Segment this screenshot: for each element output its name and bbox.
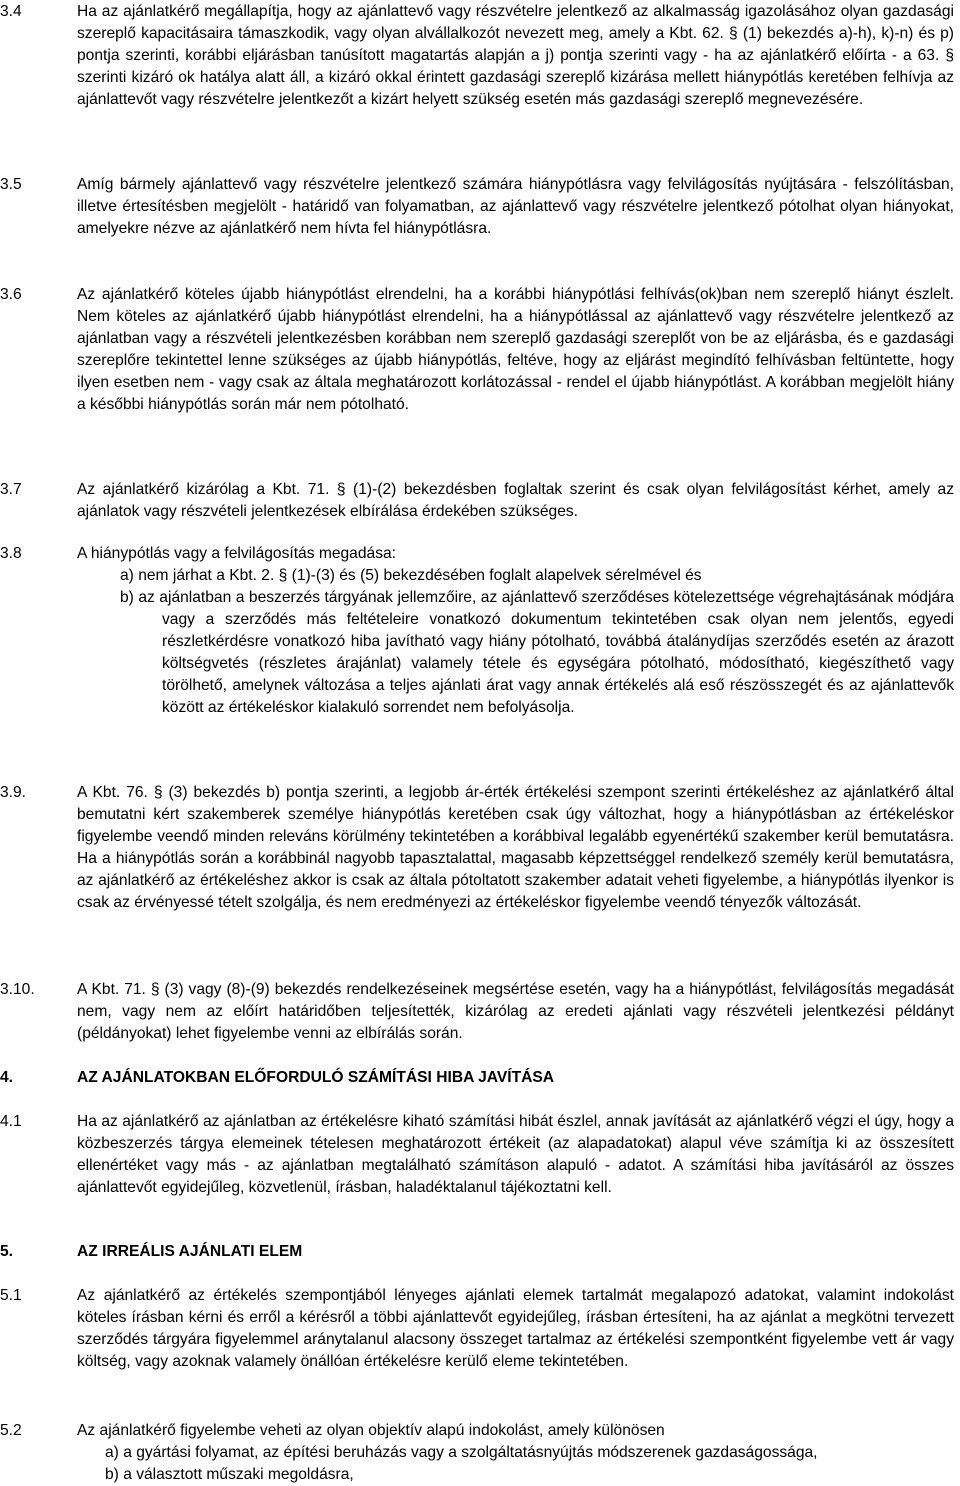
paragraph-text: Az ajánlatkérő figyelembe veheti az olyan objektív alapú indokolást, amely különösen <box>77 1422 665 1439</box>
section-number: 4. <box>0 1069 14 1086</box>
paragraph-3-5 <box>0 174 960 284</box>
paragraph-4-1 <box>0 1111 960 1241</box>
paragraph-3-10 <box>0 979 960 1067</box>
paragraph-3-8 <box>0 543 960 782</box>
section-number: 5. <box>0 1243 14 1260</box>
section-heading-4 <box>0 1067 960 1111</box>
paragraph-3-4 <box>0 1 960 174</box>
paragraph-number: 3.7 <box>0 481 22 498</box>
section-title: AZ AJÁNLATOKBAN ELŐFORDULÓ SZÁMÍTÁSI HIBA JAVÍTÁSA <box>77 1069 555 1086</box>
paragraph-text: A Kbt. 71. § (3) vagy (8)-(9) bekezdés rendelkezéseinek megsértése esetén, vagy ha a hiánypótlást, felvilágosítás megadását nem, vagy nem az előírt határidőben teljesítették, kizárólag az eredeti ajánlati vagy részvételi jelentkezési példányt (példányokat) lehet figyelembe venni az elbírálás során. <box>77 981 954 1042</box>
paragraph-5-2 <box>0 1420 960 1486</box>
paragraph-3-6 <box>0 284 960 479</box>
paragraph-text: Amíg bármely ajánlattevő vagy részvételre jelentkező számára hiánypótlásra vagy felvilágosítás nyújtására - felszólításban, illetve értesítésben megjelölt - határidő van folyamatban, az ajánlattevő vagy részvételre jelentkező pótolhat olyan hiányokat, amelyekre nézve az ajánlatkérő nem hívta fel hiánypótlásra. <box>77 176 954 237</box>
paragraph-number: 3.9. <box>0 784 27 801</box>
list-item-a: a) nem járhat a Kbt. 2. § (1)-(3) és (5) bekezdésében foglalt alapelvek sérelmével és <box>120 567 702 584</box>
paragraph-number: 3.5 <box>0 176 22 193</box>
paragraph-3-9 <box>0 782 960 979</box>
paragraph-text: Az ajánlatkérő köteles újabb hiánypótlást elrendelni, ha a korábbi hiánypótlási felhívás(ok)ban nem szereplő hiányt észlelt. Nem köteles az ajánlatkérő újabb hiánypótlást elrendelni, ha a hiánypótlással az ajánlattevő vagy részvételre jelentkező az ajánlatban vagy a részvételi jelentkezésben korábban nem szereplő gazdasági szereplőt von be az eljárásba, és e gazdasági szereplőre tekintettel lenne szükséges az újabb hiánypótlás, feltéve, hogy az eljárást megindító felhívásban feltüntette, hogy ilyen esetben nem - vagy csak az általa meghatározott korlátozással - rendel el újabb hiánypótlást. A korábban megjelölt hiány a későbbi hiánypótlás során már nem pótolható. <box>77 286 954 413</box>
paragraph-number: 3.4 <box>0 3 22 20</box>
paragraph-number: 4.1 <box>0 1113 22 1130</box>
list-item-b: b) az ajánlatban a beszerzés tárgyának jellemzőire, az ajánlattevő szerződéses kötelezettsége végrehajtásának módjára vagy a szerződés más feltételeire vonatkozó dokumentum tekintetében csak olyan nem jelentős, egyedi részletkérdésre vonatkozó hiba javítható vagy hiány pótolható, továbbá átalánydíjas szerződés esetén az árazott költségvetés (részletes árajánlat) valamely tétele és egységára pótolható, módosítható, kiegészíthető vagy törölhető, amelynek változása a teljes ajánlati árat vagy annak értékelés alá eső részösszegét és az ajánlattevők között az értékeléskor kialakuló sorrendet nem befolyásolja. <box>120 589 954 716</box>
paragraph-number: 3.6 <box>0 286 22 303</box>
paragraph-number: 5.2 <box>0 1422 22 1439</box>
list-item-a: a) a gyártási folyamat, az építési beruházás vagy a szolgáltatásnyújtás módszerenek gazdaságossága, <box>105 1444 818 1461</box>
paragraph-5-1 <box>0 1285 960 1420</box>
paragraph-text: Ha az ajánlatkérő az ajánlatban az értékelésre kiható számítási hibát észlel, annak javítását az ajánlatkérő végzi el úgy, hogy a közbeszerzés tárgya elemeinek tételesen meghatározott értékeit (az alapadatokat) alapul véve számítja ki az összesített ellenértéket vagy más - az ajánlatban megtalálható számításon alapuló - adatot. A számítási hiba javításáról az összes ajánlattevőt egyidejűleg, közvetlenül, írásban, haladéktalanul tájékoztatni kell. <box>77 1113 954 1196</box>
paragraph-text: A hiánypótlás vagy a felvilágosítás megadása: <box>77 545 397 562</box>
paragraph-number: 5.1 <box>0 1287 22 1304</box>
paragraph-text: Ha az ajánlatkérő megállapítja, hogy az ajánlattevő vagy részvételre jelentkező az alkalmasság igazolásához olyan gazdasági szereplő kapacitásaira támaszkodik, vagy olyan alvállalkozót nevezett meg, amely a Kbt. 62. § (1) bekezdés a)-h), k)-n) és p) pontja szerinti, korábbi eljárásban tanúsított magatartás alapján a j) pontja szerinti vagy - ha az ajánlatkérő előírta - a 63. § szerinti kizáró ok hatálya alatt áll, a kizáró okkal érintett gazdasági szereplő kizárása mellett hiánypótlás keretében felhívja az ajánlattevőt vagy részvételre jelentkezőt a kizárt helyett szükség esetén más gazdasági szereplő megnevezésére. <box>77 3 954 108</box>
paragraph-number: 3.8 <box>0 545 22 562</box>
paragraph-3-7 <box>0 479 960 543</box>
paragraph-text: A Kbt. 76. § (3) bekezdés b) pontja szerinti, a legjobb ár-érték értékelési szempont szerinti értékeléshez az ajánlatkérő által bemutatni kért szakemberek személye hiánypótlás keretében csak úgy változhat, hogy a hiánypótlásban az értékeléskor figyelembe veendő minden releváns körülmény tekintetében a korábbival legalább egyenértékű szakember kerül bemutatásra. Ha a hiánypótlás során a korábbinál nagyobb tapasztalattal, magasabb képzettséggel rendelkező személy kerül bemutatásra, az ajánlatkérő az értékeléshez akkor is csak az általa pótoltatott szakember adatait veheti figyelembe, a hiánypótlás ilyenkor is csak az érvényessé tételt szolgálja, és nem eredményezi az értékeléskor figyelembe veendő tényezők változását. <box>77 784 954 911</box>
list-item-b: b) a választott műszaki megoldásra, <box>105 1466 354 1483</box>
paragraph-text: Az ajánlatkérő az értékelés szempontjából lényeges ajánlati elemek tartalmát megalapozó adatokat, valamint indokolást köteles írásban kérni és erről a kérésről a többi ajánlattevőt egyidejűleg, írásban értesíteni, ha az ajánlat a megkötni tervezett szerződés tárgyára figyelemmel aránytalanul alacsony összeget tartalmaz az értékelési szempontként figyelembe vett ár vagy költség, vagy azoknak valamely önállóan értékelésre kerülő eleme tekintetében. <box>77 1287 954 1370</box>
section-heading-5 <box>0 1241 960 1285</box>
section-title: AZ IRREÁLIS AJÁNLATI ELEM <box>77 1243 303 1260</box>
paragraph-number: 3.10. <box>0 981 35 998</box>
paragraph-text: Az ajánlatkérő kizárólag a Kbt. 71. § (1)-(2) bekezdésben foglaltak szerint és csak olyan felvilágosítást kérhet, amely az ajánlatok vagy részvételi jelentkezések elbírálása érdekében szükséges. <box>77 481 954 520</box>
